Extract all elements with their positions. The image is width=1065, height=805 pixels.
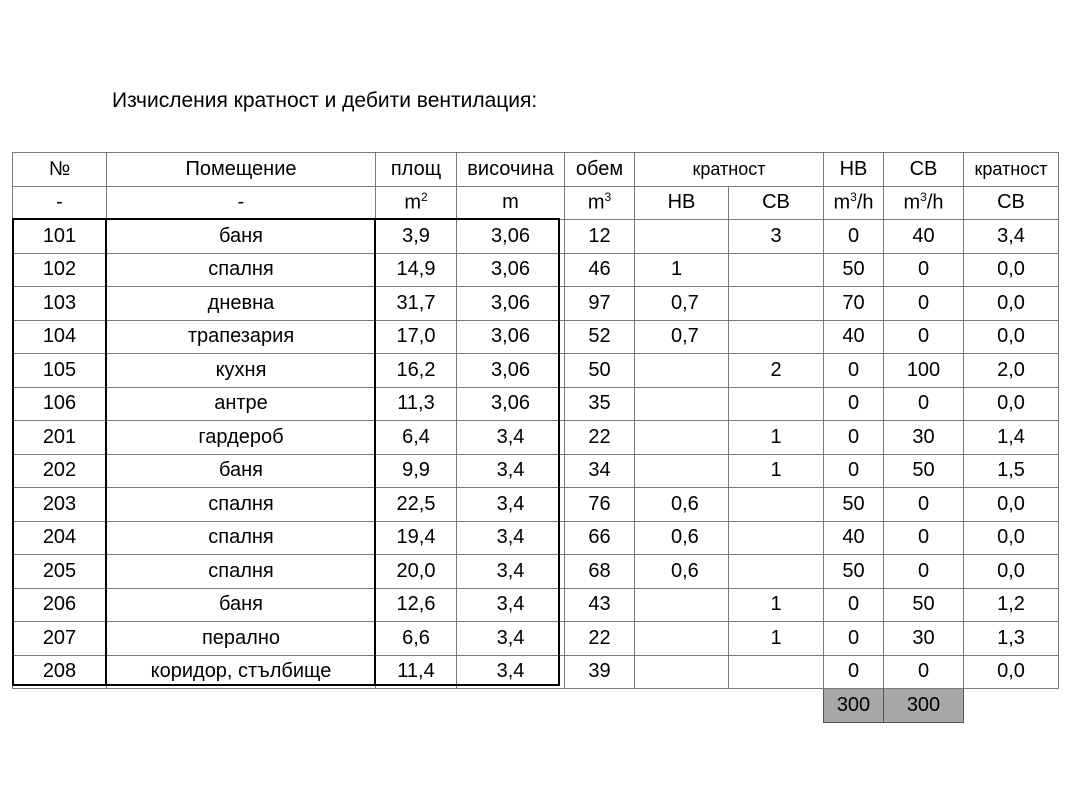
- cell-rate-nv: [635, 655, 729, 689]
- cell-height: 3,4: [457, 421, 565, 455]
- cell-rate-sv: [729, 655, 824, 689]
- cell-rate-sv: 1: [729, 421, 824, 455]
- cell-rate-nv: 0,6: [635, 488, 729, 522]
- cell-volume: 12: [565, 220, 635, 254]
- cell-room: баня: [107, 220, 376, 254]
- blank-cell: [964, 689, 1059, 723]
- cell-rate-sv: [729, 387, 824, 421]
- table-row: [13, 555, 1059, 589]
- cell-nv: 40: [824, 320, 884, 354]
- cell-no: 104: [13, 320, 107, 354]
- cell-sv: 0: [884, 521, 964, 555]
- table-row: [13, 488, 1059, 522]
- table-row: [13, 421, 1059, 455]
- header-sv: СВ: [884, 153, 964, 187]
- cell-no: 101: [13, 220, 107, 254]
- cell-rate-nv: [635, 588, 729, 622]
- cell-area: 6,6: [376, 622, 457, 656]
- cell-area: 17,0: [376, 320, 457, 354]
- cell-area: 11,4: [376, 655, 457, 689]
- cell-volume: 22: [565, 622, 635, 656]
- cell-sv: 0: [884, 320, 964, 354]
- cell-rate-nv: [635, 421, 729, 455]
- table-row: [13, 253, 1059, 287]
- blank-cell: [376, 689, 457, 723]
- cell-volume: 76: [565, 488, 635, 522]
- cell-volume: 39: [565, 655, 635, 689]
- unit-rate-nv: НВ: [635, 186, 729, 220]
- cell-volume: 66: [565, 521, 635, 555]
- cell-volume: 22: [565, 421, 635, 455]
- cell-rate-sv: [729, 488, 824, 522]
- cell-no: 202: [13, 454, 107, 488]
- cell-nv: 0: [824, 354, 884, 388]
- cell-nv: 0: [824, 655, 884, 689]
- cell-rate-nv: 0,7: [635, 320, 729, 354]
- cell-height: 3,06: [457, 387, 565, 421]
- blank-cell: [635, 689, 729, 723]
- header-height: височина: [457, 153, 565, 187]
- cell-nv: 50: [824, 488, 884, 522]
- cell-k-sv: 2,0: [964, 354, 1059, 388]
- cell-k-sv: 1,2: [964, 588, 1059, 622]
- cell-rate-sv: [729, 555, 824, 589]
- cell-volume: 46: [565, 253, 635, 287]
- unit-area: $m^2$: [376, 186, 457, 220]
- cell-nv: 40: [824, 521, 884, 555]
- cell-room: антре: [107, 387, 376, 421]
- header-rate: кратност: [635, 153, 824, 187]
- cell-no: 201: [13, 421, 107, 455]
- cell-no: 205: [13, 555, 107, 589]
- table-row: [13, 320, 1059, 354]
- cell-rate-sv: 1: [729, 454, 824, 488]
- cell-height: 3,06: [457, 253, 565, 287]
- cell-area: 20,0: [376, 555, 457, 589]
- cell-k-sv: 0,0: [964, 521, 1059, 555]
- cell-rate-nv: [635, 387, 729, 421]
- cell-rate-nv: [635, 454, 729, 488]
- cell-room: коридор, стълбище: [107, 655, 376, 689]
- cell-sv: 0: [884, 555, 964, 589]
- cell-nv: 0: [824, 588, 884, 622]
- cell-sv: 0: [884, 655, 964, 689]
- cell-nv: 50: [824, 253, 884, 287]
- cell-height: 3,4: [457, 622, 565, 656]
- header-rate-sv: кратност: [964, 153, 1059, 187]
- cell-no: 103: [13, 287, 107, 321]
- unit-room: -: [107, 186, 376, 220]
- cell-area: 6,4: [376, 421, 457, 455]
- cell-volume: 34: [565, 454, 635, 488]
- cell-no: 206: [13, 588, 107, 622]
- total-nv: 300: [824, 689, 884, 723]
- cell-room: спалня: [107, 555, 376, 589]
- table-row: [13, 287, 1059, 321]
- cell-sv: 0: [884, 253, 964, 287]
- cell-area: 14,9: [376, 253, 457, 287]
- unit-nv: $m^3/h$: [824, 186, 884, 220]
- cell-k-sv: 1,3: [964, 622, 1059, 656]
- cell-sv: 0: [884, 287, 964, 321]
- cell-no: 204: [13, 521, 107, 555]
- header-room: Помещение: [107, 153, 376, 187]
- cell-rate-nv: [635, 354, 729, 388]
- cell-nv: 0: [824, 622, 884, 656]
- cell-rate-sv: 3: [729, 220, 824, 254]
- cell-rate-nv: [635, 220, 729, 254]
- totals-row: [13, 689, 1059, 723]
- cell-no: 106: [13, 387, 107, 421]
- blank-cell: [565, 689, 635, 723]
- table-row: [13, 655, 1059, 689]
- cell-area: 11,3: [376, 387, 457, 421]
- cell-room: спалня: [107, 521, 376, 555]
- cell-height: 3,4: [457, 454, 565, 488]
- cell-rate-sv: 1: [729, 622, 824, 656]
- cell-nv: 50: [824, 555, 884, 589]
- cell-height: 3,4: [457, 655, 565, 689]
- cell-volume: 35: [565, 387, 635, 421]
- cell-rate-nv: 0,6: [635, 521, 729, 555]
- cell-k-sv: 0,0: [964, 253, 1059, 287]
- cell-height: 3,4: [457, 588, 565, 622]
- cell-k-sv: 1,4: [964, 421, 1059, 455]
- cell-height: 3,4: [457, 488, 565, 522]
- cell-rate-nv: [635, 622, 729, 656]
- cell-area: 31,7: [376, 287, 457, 321]
- header-row-1: [13, 153, 1059, 187]
- header-no: №: [13, 153, 107, 187]
- cell-sv: 100: [884, 354, 964, 388]
- cell-rate-sv: [729, 253, 824, 287]
- cell-rate-nv: 0,7: [635, 287, 729, 321]
- cell-room: спалня: [107, 253, 376, 287]
- unit-rate-sv: СВ: [729, 186, 824, 220]
- cell-volume: 43: [565, 588, 635, 622]
- cell-rate-sv: 2: [729, 354, 824, 388]
- cell-height: 3,06: [457, 220, 565, 254]
- cell-rate-sv: [729, 287, 824, 321]
- cell-sv: 0: [884, 488, 964, 522]
- cell-k-sv: 0,0: [964, 320, 1059, 354]
- cell-area: 19,4: [376, 521, 457, 555]
- blank-cell: [107, 689, 376, 723]
- header-area: площ: [376, 153, 457, 187]
- cell-k-sv: 0,0: [964, 387, 1059, 421]
- cell-rate-nv: 1: [635, 253, 729, 287]
- cell-volume: 52: [565, 320, 635, 354]
- table-row: [13, 622, 1059, 656]
- table-row: [13, 354, 1059, 388]
- cell-room: трапезария: [107, 320, 376, 354]
- cell-room: баня: [107, 588, 376, 622]
- cell-rate-nv: 0,6: [635, 555, 729, 589]
- table-row: [13, 521, 1059, 555]
- cell-volume: 68: [565, 555, 635, 589]
- header-nv: НВ: [824, 153, 884, 187]
- cell-sv: 50: [884, 454, 964, 488]
- ventilation-table: [12, 152, 1059, 723]
- cell-room: спалня: [107, 488, 376, 522]
- cell-area: 16,2: [376, 354, 457, 388]
- cell-height: 3,06: [457, 320, 565, 354]
- cell-k-sv: 0,0: [964, 655, 1059, 689]
- cell-rate-sv: [729, 320, 824, 354]
- unit-rate-sv2: СВ: [964, 186, 1059, 220]
- cell-sv: 30: [884, 622, 964, 656]
- blank-cell: [13, 689, 107, 723]
- cell-area: 9,9: [376, 454, 457, 488]
- total-sv: 300: [884, 689, 964, 723]
- cell-rate-sv: [729, 521, 824, 555]
- cell-k-sv: 0,0: [964, 287, 1059, 321]
- cell-rate-sv: 1: [729, 588, 824, 622]
- cell-height: 3,06: [457, 287, 565, 321]
- cell-no: 105: [13, 354, 107, 388]
- cell-no: 203: [13, 488, 107, 522]
- table-row: [13, 220, 1059, 254]
- cell-room: гардероб: [107, 421, 376, 455]
- cell-no: 207: [13, 622, 107, 656]
- cell-area: 12,6: [376, 588, 457, 622]
- cell-sv: 50: [884, 588, 964, 622]
- cell-nv: 0: [824, 421, 884, 455]
- blank-cell: [729, 689, 824, 723]
- cell-nv: 0: [824, 387, 884, 421]
- blank-cell: [457, 689, 565, 723]
- cell-k-sv: 3,4: [964, 220, 1059, 254]
- cell-no: 102: [13, 253, 107, 287]
- cell-room: баня: [107, 454, 376, 488]
- cell-volume: 50: [565, 354, 635, 388]
- cell-area: 22,5: [376, 488, 457, 522]
- cell-area: 3,9: [376, 220, 457, 254]
- unit-volume: $m^3$: [565, 186, 635, 220]
- cell-room: дневна: [107, 287, 376, 321]
- cell-nv: 0: [824, 220, 884, 254]
- cell-no: 208: [13, 655, 107, 689]
- cell-height: 3,4: [457, 521, 565, 555]
- table-row: [13, 387, 1059, 421]
- cell-nv: 70: [824, 287, 884, 321]
- page-title: Изчисления кратност и дебити вентилация:: [112, 89, 538, 112]
- table-row: [13, 588, 1059, 622]
- cell-k-sv: 1,5: [964, 454, 1059, 488]
- cell-height: 3,06: [457, 354, 565, 388]
- header-volume: обем: [565, 153, 635, 187]
- unit-no: -: [13, 186, 107, 220]
- cell-sv: 0: [884, 387, 964, 421]
- cell-k-sv: 0,0: [964, 488, 1059, 522]
- unit-sv: $m^3/h$: [884, 186, 964, 220]
- cell-sv: 40: [884, 220, 964, 254]
- cell-sv: 30: [884, 421, 964, 455]
- cell-room: кухня: [107, 354, 376, 388]
- table-row: [13, 454, 1059, 488]
- cell-volume: 97: [565, 287, 635, 321]
- cell-height: 3,4: [457, 555, 565, 589]
- unit-height: m: [457, 186, 565, 220]
- cell-room: перално: [107, 622, 376, 656]
- header-row-2: [13, 186, 1059, 220]
- cell-nv: 0: [824, 454, 884, 488]
- cell-k-sv: 0,0: [964, 555, 1059, 589]
